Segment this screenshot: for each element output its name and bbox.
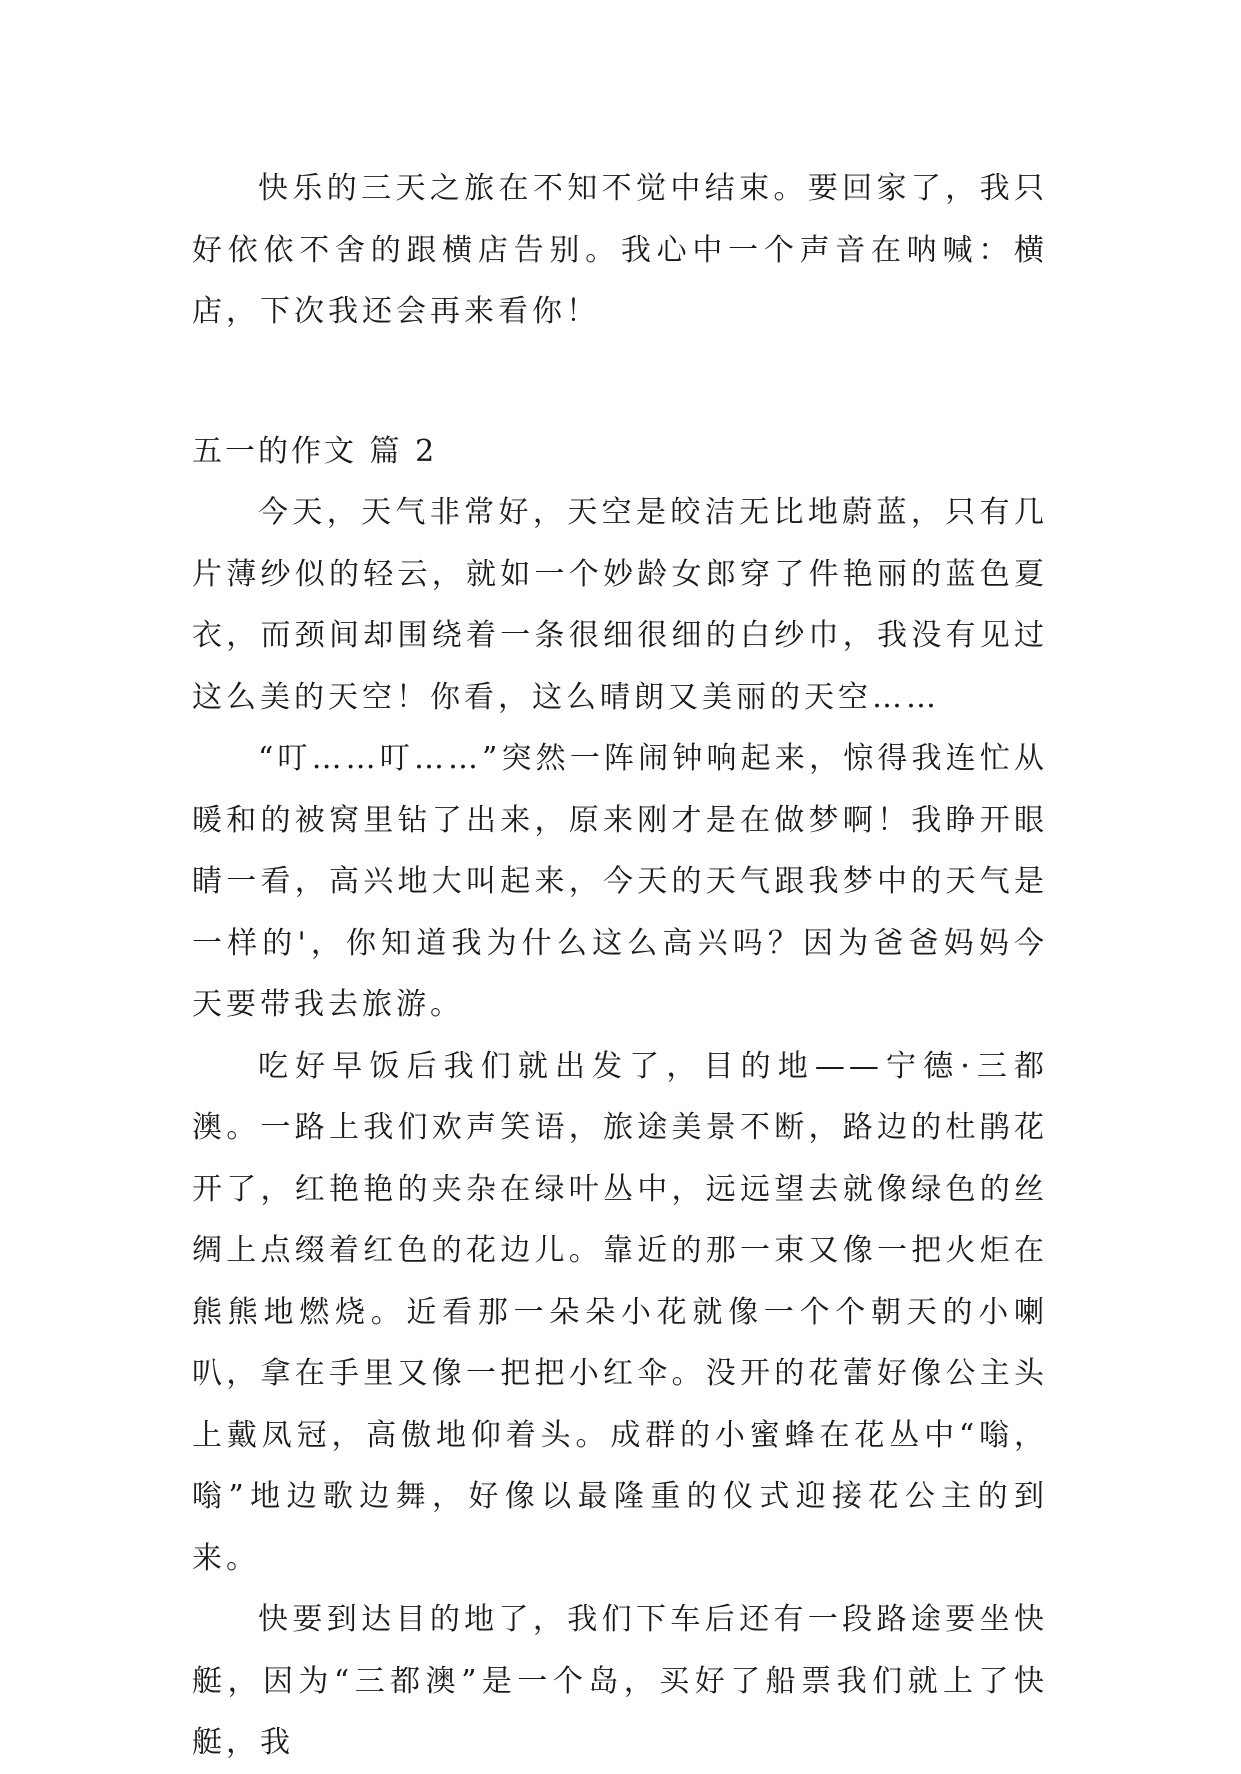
document-body bbox=[192, 158, 1048, 1774]
paragraph-gap bbox=[192, 343, 1048, 421]
paragraph: 吃好早饭后我们就出发了，目的地——宁德·三都澳。一路上我们欢声笑语，旅途美景不断，路边的杜鹃花开了，红艳艳的夹杂在绿叶丛中，远远望去就像绿色的丝绸上点缀着红色的花边儿。靠近的那一束又像一把火炬在熊熊地燃烧。近看那一朵朵小花就像一个个朝天的小喇叭，拿在手里又像一把把小红伞。没开的花蕾好像公主头上戴凤冠，高傲地仰着头。成群的小蜜蜂在花丛中“嗡，嗡”地边歌边舞，好像以最隆重的仪式迎接花公主的到来。 bbox=[192, 1048, 1048, 1576]
paragraph: “叮……叮……”突然一阵闹钟响起来，惊得我连忙从暖和的被窝里钻了出来，原来刚才是在做梦啊！我睁开眼睛一看，高兴地大叫起来，今天的天气跟我梦中的天气是一样的'，你知道我为什么这么高兴吗？因为爸爸妈妈今天要带我去旅游。 bbox=[192, 741, 1048, 1022]
section-heading: 五一的作文 篇 2 bbox=[192, 433, 438, 469]
paragraph: 今天，天气非常好，天空是皎洁无比地蔚蓝，只有几片薄纱似的轻云，就如一个妙龄女郎穿了件艳丽的蓝色夏衣，而颈间却围绕着一条很细很细的白纱巾，我没有见过这么美的天空！你看，这么晴朗又美丽的天空…… bbox=[192, 495, 1048, 715]
paragraph: 快乐的三天之旅在不知不觉中结束。要回家了，我只好依依不舍的跟横店告别。我心中一个声音在呐喊：横店，下次我还会再来看你！ bbox=[192, 171, 1048, 329]
paragraph: 快要到达目的地了，我们下车后还有一段路途要坐快艇，因为“三都澳”是一个岛，买好了船票我们就上了快艇，我 bbox=[192, 1602, 1048, 1760]
